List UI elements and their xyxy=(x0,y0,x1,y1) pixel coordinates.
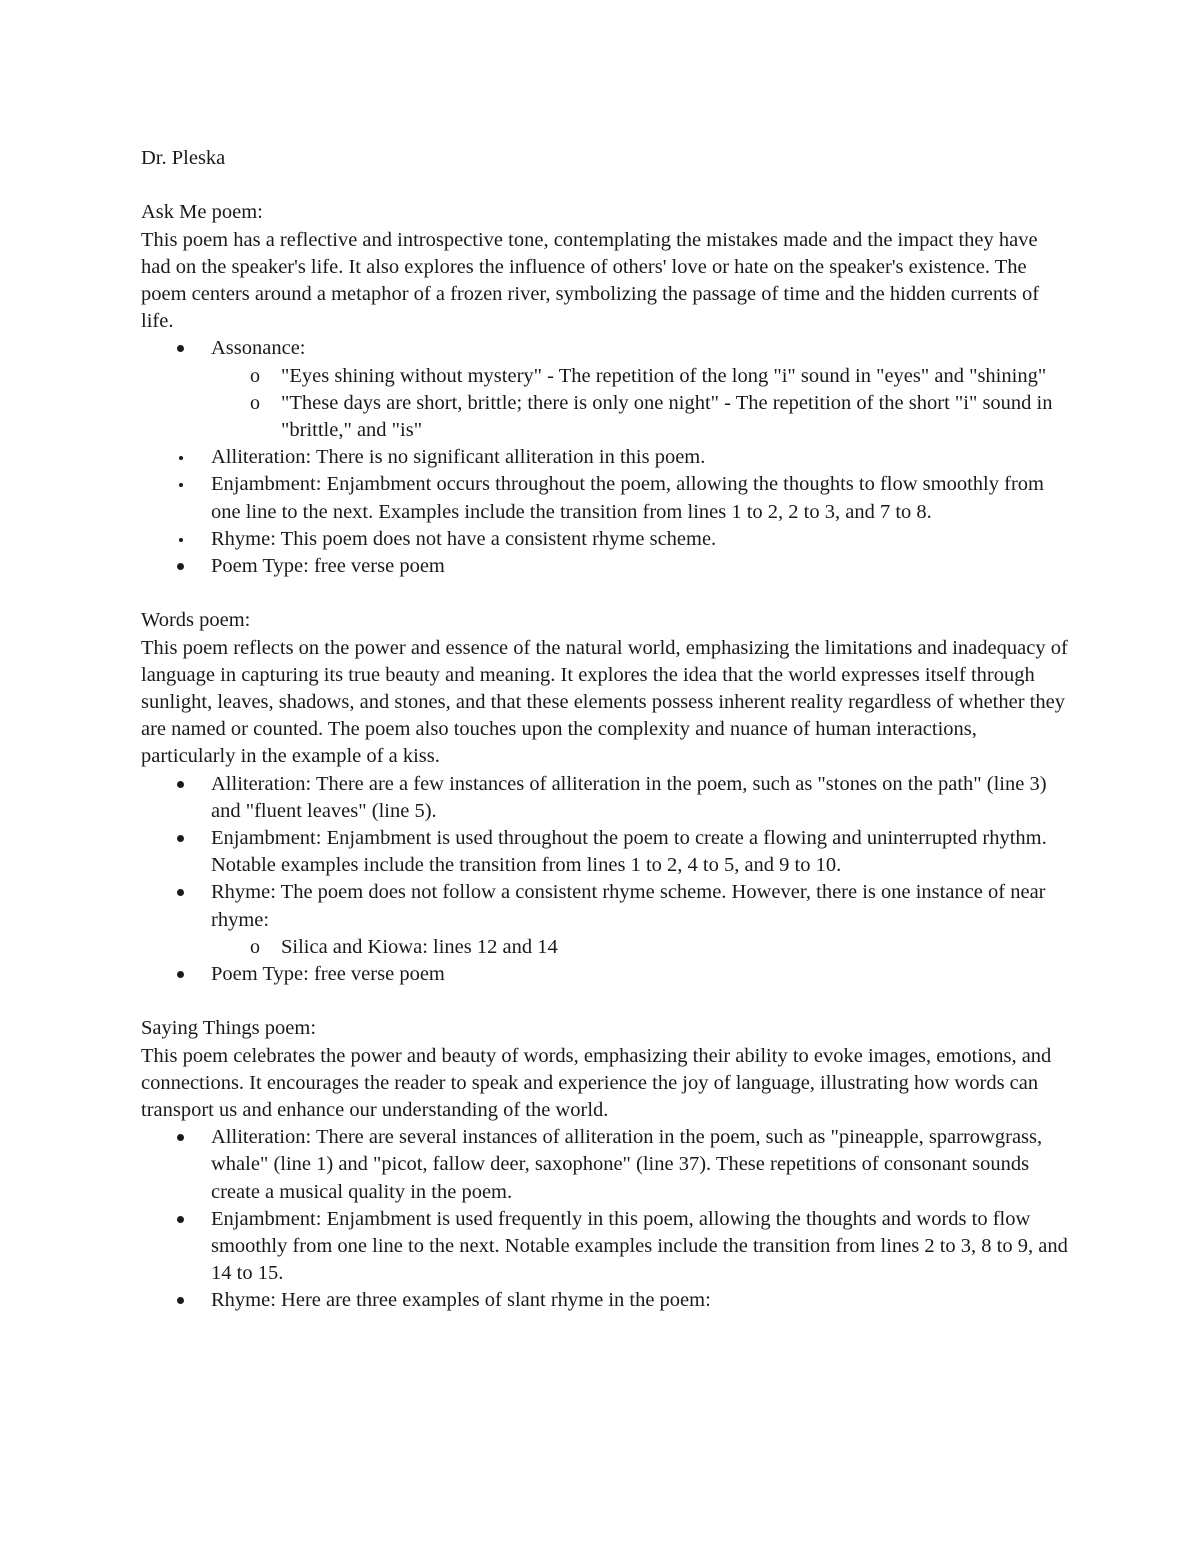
spacer xyxy=(141,172,1070,199)
list-item xyxy=(141,1206,1070,1288)
section-heading: Words poem: xyxy=(141,609,251,632)
sub-bullet-list xyxy=(141,363,1070,445)
sub-bullet-list xyxy=(141,934,1070,961)
hollow-bullet-icon: o xyxy=(250,364,260,387)
list-item-text: Rhyme: Here are three examples of slant rhyme in the poem: xyxy=(211,1289,711,1312)
list-item-text: Poem Type: free verse poem xyxy=(211,963,445,986)
sub-list-item-text: "Eyes shining without mystery" - The repetition of the long "i" sound in "eyes" and "shining" xyxy=(281,364,1047,387)
section-summary: This poem celebrates the power and beauty of words, emphasizing their ability to evoke images, emotions, and connections. It encourages the reader to speak and experience the joy of language, illustrating how words can transport us and enhance our understanding of the world. xyxy=(141,1044,1052,1122)
list-item-text: Alliteration: There is no significant alliteration in this poem. xyxy=(211,446,706,469)
list-item-text: Assonance: xyxy=(211,337,306,360)
list-item xyxy=(141,335,1070,444)
list-item xyxy=(141,471,1070,525)
sub-list-item xyxy=(141,363,1070,390)
list-item xyxy=(141,444,1070,471)
list-item-text: Enjambment: Enjambment is used frequently in this poem, allowing the thoughts and words to flow smoothly from one line to the next. Notable examples include the transition from lines 2 to 3, 8 to 9, and 14 to 15. xyxy=(211,1207,1068,1285)
bullet-list xyxy=(141,335,1070,580)
list-item xyxy=(141,553,1070,580)
list-item xyxy=(141,961,1070,988)
bullet-list xyxy=(141,771,1070,989)
section-words xyxy=(141,607,1070,988)
list-item-text: Enjambment: Enjambment occurs throughout the poem, allowing the thoughts to flow smoothly from one line to the next. Examples include the transition from lines 1 to 2, 2 to 3, and 7 to 8. xyxy=(211,473,1044,523)
section-ask-me xyxy=(141,199,1070,580)
list-item-text: Alliteration: There are a few instances of alliteration in the poem, such as "stones on the path" (line 3) and "fluent leaves" (line 5). xyxy=(211,772,1047,822)
hollow-bullet-icon: o xyxy=(250,935,260,958)
section-saying-things xyxy=(141,1015,1070,1314)
list-item xyxy=(141,825,1070,879)
author-line: Dr. Pleska xyxy=(141,147,226,169)
list-item-text: Rhyme: This poem does not have a consistent rhyme scheme. xyxy=(211,527,717,550)
list-item xyxy=(141,1124,1070,1206)
list-item xyxy=(141,526,1070,553)
spacer xyxy=(141,580,1070,607)
bullet-list xyxy=(141,1124,1070,1314)
list-item-text: Poem Type: free verse poem xyxy=(211,555,445,578)
hollow-bullet-icon: o xyxy=(250,391,260,414)
sub-list-item xyxy=(141,390,1070,444)
list-item xyxy=(141,771,1070,825)
list-item-text: Rhyme: The poem does not follow a consistent rhyme scheme. However, there is one instance of near rhyme: xyxy=(211,881,1046,931)
list-item xyxy=(141,879,1070,961)
sub-list-item-text: Silica and Kiowa: lines 12 and 14 xyxy=(281,935,558,958)
sub-list-item xyxy=(141,934,1070,961)
section-summary: This poem has a reflective and introspective tone, contemplating the mistakes made and the impact they have had on the speaker's life. It also explores the influence of others' love or hate on the speaker's existence. The poem centers around a metaphor of a frozen river, symbolizing the passage of time and the hidden currents of life. xyxy=(141,228,1040,333)
list-item-text: Enjambment: Enjambment is used throughout the poem to create a flowing and uninterrupted rhythm. Notable examples include the transition from lines 1 to 2, 4 to 5, and 9 to 10. xyxy=(211,827,1047,877)
list-item-text: Alliteration: There are several instances of alliteration in the poem, such as "pineapple, sparrowgrass, whale" (line 1) and "picot, fallow deer, saxophone" (line 37). These repetitions of consonant sounds create a musical quality in the poem. xyxy=(211,1126,1043,1203)
spacer xyxy=(141,988,1070,1015)
section-heading: Saying Things poem: xyxy=(141,1017,317,1040)
section-heading: Ask Me poem: xyxy=(141,201,263,224)
section-summary: This poem reflects on the power and essence of the natural world, emphasizing the limitations and inadequacy of language in capturing its true beauty and meaning. It explores the idea that the world expresses itself through sunlight, leaves, shadows, and stones, and that these elements possess inherent reality regardless of whether they are named or counted. The poem also touches upon the complexity and nuance of human interactions, particularly in the example of a kiss. xyxy=(141,636,1068,768)
sub-list-item-text: "These days are short, brittle; there is only one night" - The repetition of the short "i" sound in "brittle," and "is" xyxy=(281,391,1053,442)
list-item xyxy=(141,1287,1070,1314)
